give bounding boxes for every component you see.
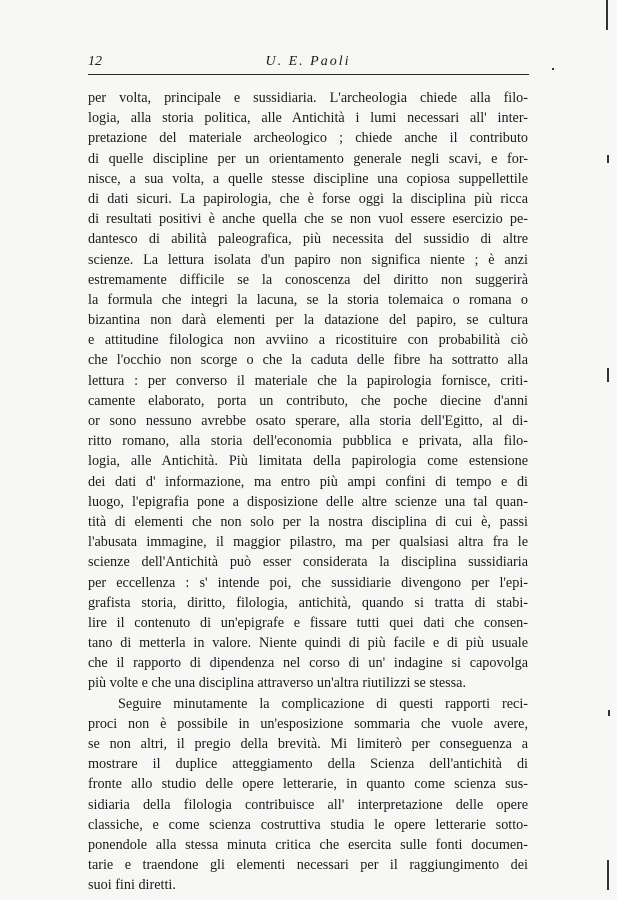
scan-speck	[552, 68, 554, 70]
text-line: pretazione del materiale archeologico ; chiede anche il contributo	[88, 130, 528, 147]
text-line: classiche, e come scienza costruttiva studia le opere letterarie sotto-	[88, 816, 528, 833]
scan-edge-mark	[607, 860, 609, 890]
text-line: tano di metterla in valore. Niente quindi di più facile e di più usuale	[88, 635, 528, 652]
text-line: per volta, principale e sussidiaria. L'archeologia chiede alla filo-	[88, 90, 528, 106]
text-line: e attitudine filologica non avviino a ricostituire con probabilità ciò	[88, 332, 528, 349]
text-line: bizantina non darà elementi per la datazione del papiro, se cultura	[88, 312, 528, 329]
text-line: di dati sicuri. La papirologia, che è forse oggi la disciplina più ricca	[88, 190, 528, 207]
text-line: proci non è possibile in un'esposizione sommaria che vuole avere,	[88, 715, 528, 732]
text-line: estremamente difficile se la conoscenza del diritto non suggerirà	[88, 271, 528, 288]
text-line: mostrare il duplice atteggiamento della Scienza dell'antichità di	[88, 756, 528, 773]
scan-edge-mark	[607, 368, 609, 382]
text-line: l'abusata immagine, il maggior pilastro, ma per qualsiasi altra fra le	[88, 534, 528, 551]
text-line: la formula che integri la lacuna, se la storia tolemaica o romana o	[88, 291, 528, 308]
text-line: ponendole alla stessa minuta critica che esercita sulle fonti documen-	[88, 836, 528, 853]
page-header	[88, 54, 528, 74]
text-line: se non altri, il pregio della brevità. Mi limiterò per conseguenza a	[88, 736, 528, 752]
scan-edge-mark	[607, 155, 609, 163]
text-line: lettura : per converso il materiale che la papirologia fornisce, criti-	[88, 372, 528, 389]
text-line: or sono nessuno avrebbe osato sperare, alla storia dell'Egitto, al di-	[88, 413, 528, 429]
text-line: logia, alle Antichità. Più limitata della papirologia come estensione	[88, 453, 528, 470]
text-line: camente elaborato, porta un contributo, che poche diecine d'anni	[88, 392, 528, 409]
page-number: 12	[88, 54, 102, 69]
text-line: tità di elementi che non solo per la nostra disciplina di cui è, passi	[88, 513, 528, 530]
text-line: logia, alla storia politica, alle Antichità i lumi necessari all' inter-	[88, 110, 528, 127]
text-line: scienze. La lettura isolata d'un papiro non significa niente ; è anzi	[88, 251, 528, 268]
text-line: dantesco di abilità paleografica, più necessita del sussidio di altre	[88, 231, 528, 248]
header-rule	[88, 74, 529, 75]
text-line: che l'occhio non scorge o che la caduta delle fibre ha sottratto alla	[88, 352, 528, 369]
text-line: di quelle discipline per un orientamento generale negli scavi, e for-	[88, 150, 528, 167]
paragraph-end-line: suoi fini diretti.	[88, 877, 176, 894]
text-line: dei dati d' informazione, ma entro più ampi confini di tempo e di	[88, 473, 528, 490]
text-line: nisce, a sua volta, a quelle stesse discipline una copiosa suppellettile	[88, 170, 528, 187]
text-line: di resultati positivi è anche quella che se non vuol essere esercizio pe-	[88, 211, 528, 228]
text-line: tarie e traendone gli elementi necessari per il raggiungimento dei	[88, 857, 528, 874]
scan-edge-mark	[608, 710, 610, 716]
paragraph-end-line: più volte e che una disciplina attraverso un'altra riutilizzi se stessa.	[88, 675, 467, 692]
paragraph-start-line: Seguire minutamente la complicazione di questi rapporti reci-	[118, 695, 528, 712]
running-head: U. E. Paoli	[265, 54, 351, 69]
scan-edge-mark	[606, 0, 608, 30]
text-line: che il rapporto di dipendenza nel corso di un' indagine si capovolga	[88, 655, 528, 672]
text-line: fronte allo studio delle opere letterarie, in quanto come scienza sus-	[88, 776, 528, 793]
text-line: scienze dell'Antichità può esser considerata la disciplina sussidiaria	[88, 554, 528, 571]
text-line: lire il contenuto di un'epigrafe e fissare tutti quei dati che consen-	[88, 614, 528, 631]
text-line: grafista storia, diritto, filologia, antichità, quando si tratta di stabi-	[88, 594, 528, 611]
text-line: luogo, l'epigrafia pone a disposizione delle altre scienze una tal quan-	[88, 493, 528, 510]
text-line: sidiaria della filologia contribuisce all' interpretazione delle opere	[88, 796, 528, 813]
body-text	[88, 88, 528, 896]
text-line: per eccellenza : s' intende poi, che sussidiarie divengono per l'epi-	[88, 574, 528, 591]
text-line: ritto romano, alla storia dell'economia pubblica e privata, alla filo-	[88, 433, 528, 450]
